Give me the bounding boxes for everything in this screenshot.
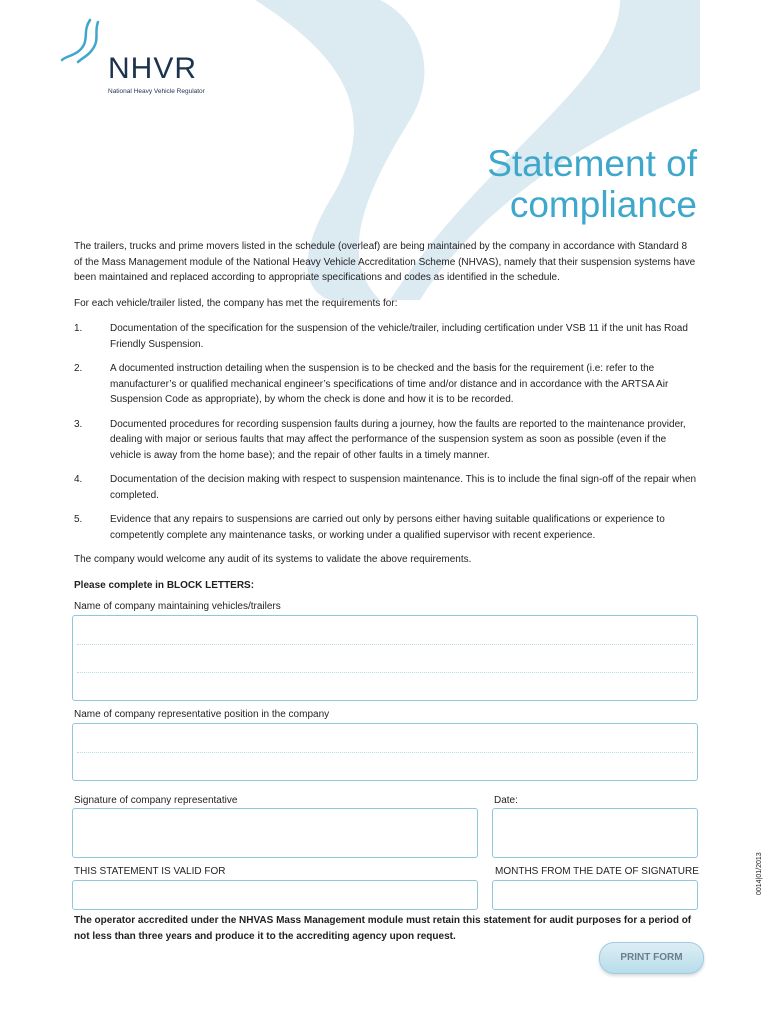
field-rule [77, 672, 693, 673]
item-number: 3. [74, 418, 83, 430]
item-number: 4. [74, 474, 83, 485]
item-text: Evidence that any repairs to suspensions are carried out only by persons either having suitable qualifications or experience to competently complete any maintenance tasks, or working under a qualified supervisor with recent experience. [110, 514, 665, 541]
item-number: 2. [74, 363, 83, 374]
item-number: 1. [74, 323, 83, 334]
date-label: Date: [494, 795, 518, 806]
list-item [74, 472, 698, 503]
statement-body [74, 239, 698, 603]
field-rule [77, 752, 693, 753]
form-code: 0014|01/2013 [756, 852, 763, 895]
item-text: Documentation of the decision making with respect to suspension maintenance. This is to include the final sign-off of the repair when completed. [110, 474, 697, 501]
rep-position-label: Name of company representative position in the company [74, 709, 330, 720]
brand-subtitle: National Heavy Vehicle Regulator [108, 88, 205, 95]
intro-paragraph: The trailers, trucks and prime movers listed in the schedule (overleaf) are being maintained by the company in accordance with Standard 8 of the Mass Management module of the National Heavy Vehicle Accreditation Scheme (NHVAS), namely that their suspension systems have been maintained and replaced according to appropriate specifications and codes as identified in the schedule. [74, 241, 696, 283]
retention-note: The operator accredited under the NHVAS Mass Management module must retain this statement for audit purposes for a period of not less than three years and produce it to the accrediting agency upon request. [74, 915, 692, 942]
rep-position-field[interactable] [72, 723, 698, 781]
page-title [487, 143, 697, 225]
print-form-button[interactable]: PRINT FORM [599, 942, 704, 974]
list-item [74, 417, 698, 464]
audit-note: The company would welcome any audit of its systems to validate the above requirements. [74, 554, 472, 565]
list-item [74, 512, 698, 543]
title-line-1: Statement of [487, 143, 697, 184]
months-field[interactable] [492, 880, 698, 910]
company-name-label: Name of company maintaining vehicles/trailers [74, 601, 281, 612]
list-item [74, 361, 698, 408]
requirements-list [74, 321, 698, 543]
title-line-2: compliance [509, 184, 697, 225]
item-number: 5. [74, 514, 83, 525]
date-field[interactable] [492, 808, 698, 858]
field-rule [77, 644, 693, 645]
valid-for-field[interactable] [72, 880, 478, 910]
item-text: Documentation of the specification for the suspension of the vehicle/trailer, including certification under VSB 11 if the unit has Road Friendly Suspension. [110, 323, 688, 350]
valid-for-label: THIS STATEMENT IS VALID FOR [74, 866, 226, 877]
company-name-field[interactable] [72, 615, 698, 701]
signature-field[interactable] [72, 808, 478, 858]
item-text: A documented instruction detailing when the suspension is to be checked and the basis for the requirement (i.e: refer to the manufacturer’s or qualified mechanical engineer’s specifications of time and/or distance and in accordance with the ARTSA Air Suspension Code as appropriate), by whom the check is done and how it is to be recorded. [110, 363, 669, 405]
months-label: MONTHS FROM THE DATE OF SIGNATURE [495, 866, 699, 877]
list-item [74, 321, 698, 352]
block-letters-instruction: Please complete in BLOCK LETTERS: [74, 579, 255, 591]
item-text: Documented procedures for recording suspension faults during a journey, how the faults are reported to the maintenance provider, dealing with major or serious faults that may affect the performance of the suspension system as soon as possible (even if the vehicle is away from the home base); and the repair of other faults in a timely manner. [110, 418, 686, 461]
brand-name: NHVR [108, 52, 198, 85]
requirements-lead: For each vehicle/trailer listed, the company has met the requirements for: [74, 297, 398, 309]
signature-label: Signature of company representative [74, 795, 238, 806]
